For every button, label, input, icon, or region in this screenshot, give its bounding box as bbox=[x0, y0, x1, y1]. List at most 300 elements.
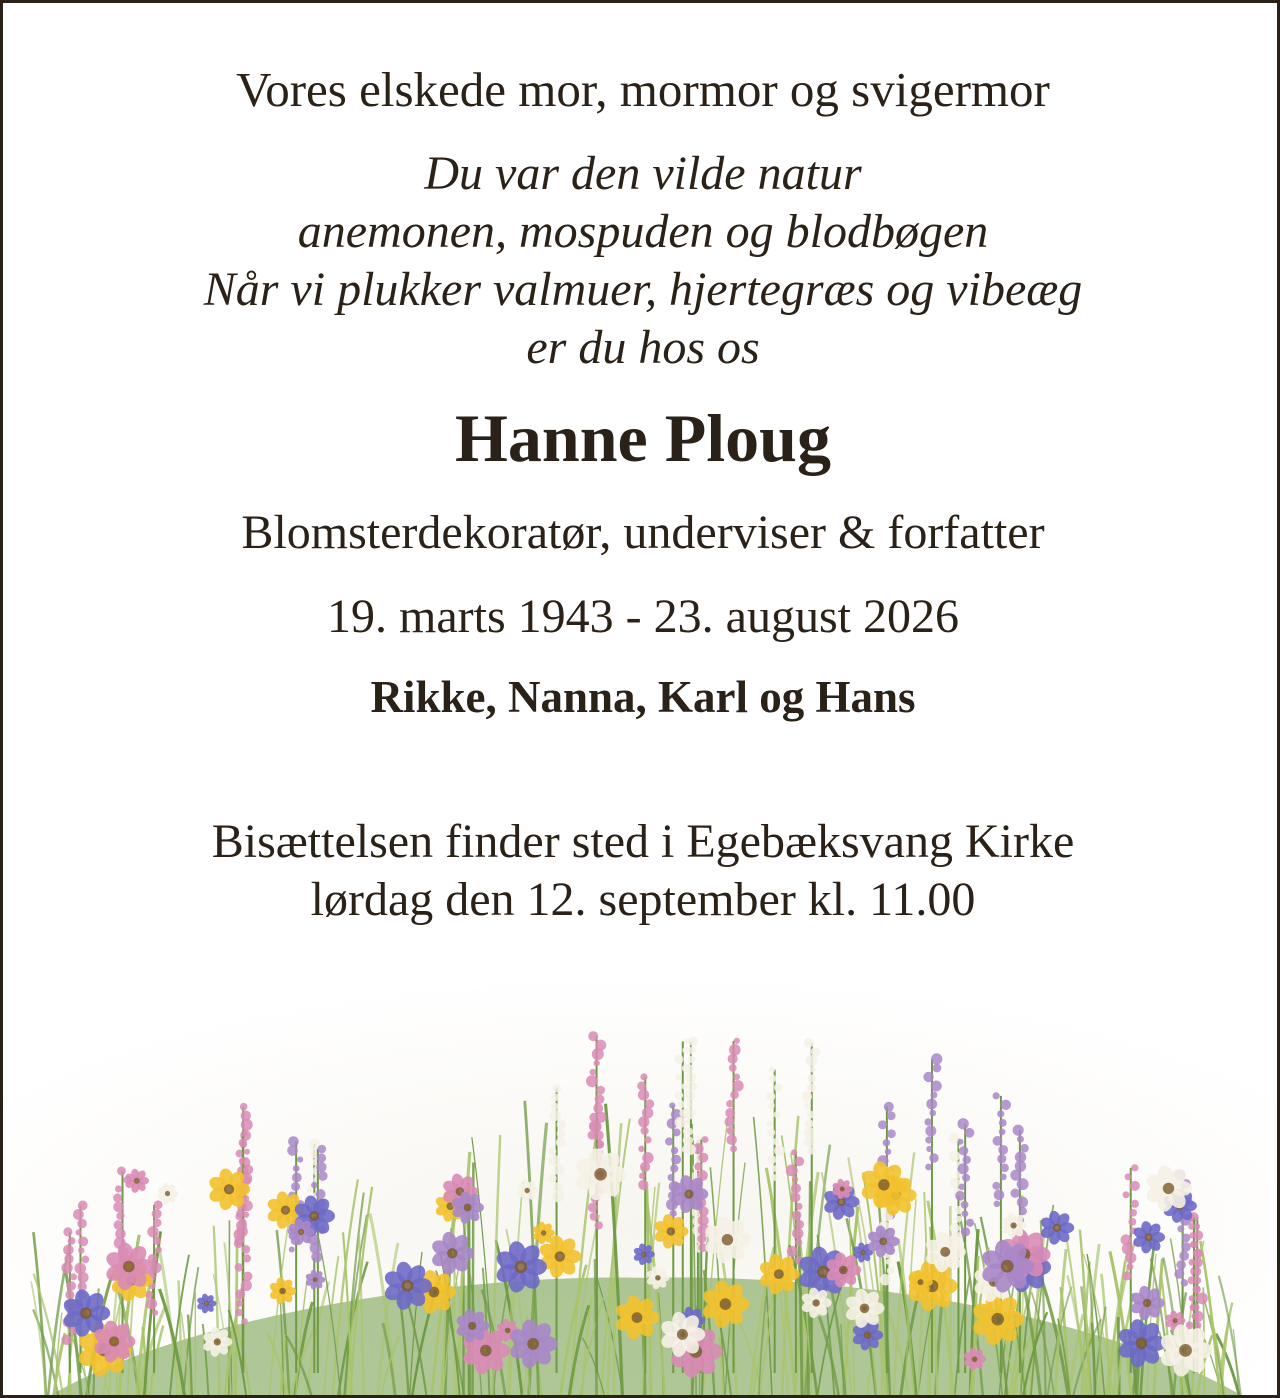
flower-center bbox=[309, 1211, 319, 1221]
flower-center bbox=[555, 1251, 565, 1261]
spike-blossom bbox=[774, 1083, 782, 1091]
spike-blossom bbox=[769, 1066, 775, 1072]
spike-blossom bbox=[795, 1239, 802, 1246]
flower-center bbox=[991, 1313, 1004, 1326]
spike-blossom bbox=[588, 1031, 598, 1041]
flower-center bbox=[940, 1247, 950, 1257]
spike-blossom bbox=[949, 1150, 960, 1161]
spike-blossom bbox=[152, 1310, 158, 1316]
life-dates: 19. marts 1943 - 23. august 2026 bbox=[327, 590, 959, 643]
spike-blossom bbox=[586, 1075, 598, 1087]
spike-blossom bbox=[670, 1164, 678, 1172]
spike-blossom bbox=[117, 1166, 126, 1175]
spike-blossom bbox=[73, 1209, 84, 1220]
spike-blossom bbox=[925, 1136, 932, 1143]
spike-blossom bbox=[241, 1131, 247, 1137]
flower-center bbox=[655, 1275, 661, 1281]
spike-blossom bbox=[645, 1099, 654, 1108]
spike-blossom bbox=[640, 1073, 647, 1080]
spike-blossom bbox=[795, 1220, 804, 1229]
spike-blossom bbox=[688, 1046, 696, 1054]
spike-blossom bbox=[592, 1048, 604, 1060]
spike-blossom bbox=[958, 1163, 969, 1174]
spike-blossom bbox=[1181, 1279, 1188, 1286]
spike-blossom bbox=[962, 1174, 970, 1182]
spike-blossom bbox=[287, 1145, 298, 1156]
flower-center bbox=[1053, 1224, 1061, 1232]
spike-blossom bbox=[924, 1118, 931, 1125]
spike-blossom bbox=[78, 1247, 84, 1253]
spike-blossom bbox=[807, 1083, 816, 1092]
spike-blossom bbox=[553, 1164, 564, 1175]
spike-blossom bbox=[311, 1182, 318, 1189]
spike-blossom bbox=[792, 1228, 803, 1239]
spike-blossom bbox=[887, 1129, 896, 1138]
spike-blossom bbox=[1013, 1125, 1024, 1136]
spike-blossom bbox=[791, 1183, 801, 1193]
spike-blossom bbox=[241, 1245, 250, 1254]
spike-blossom bbox=[678, 1101, 685, 1108]
spike-blossom bbox=[774, 1145, 785, 1156]
spike-blossom bbox=[668, 1174, 675, 1181]
flower-center bbox=[505, 1328, 511, 1334]
spike-blossom bbox=[1190, 1304, 1196, 1310]
spike-blossom bbox=[729, 1044, 741, 1056]
spike-blossom bbox=[787, 1246, 798, 1257]
family-names: Rikke, Nanna, Karl og Hans bbox=[370, 672, 916, 722]
spike-blossom bbox=[883, 1139, 890, 1146]
spike-blossom bbox=[595, 1094, 605, 1104]
flower-center bbox=[840, 1187, 845, 1192]
spike-blossom bbox=[82, 1256, 90, 1264]
spike-blossom bbox=[771, 1174, 778, 1181]
spike-blossom bbox=[993, 1136, 1003, 1146]
spike-blossom bbox=[966, 1219, 974, 1227]
spike-blossom bbox=[1179, 1251, 1189, 1261]
spike-blossom bbox=[596, 1086, 605, 1095]
spike-blossom bbox=[1174, 1269, 1184, 1279]
spike-blossom bbox=[147, 1226, 158, 1237]
spike-blossom bbox=[1130, 1181, 1140, 1191]
spike-blossom bbox=[925, 1125, 936, 1136]
spike-blossom bbox=[1126, 1263, 1133, 1270]
spike-blossom bbox=[933, 1064, 942, 1073]
spike-blossom bbox=[885, 1149, 891, 1155]
spike-blossom bbox=[992, 1182, 1000, 1190]
spike-blossom bbox=[685, 1144, 696, 1155]
spike-blossom bbox=[675, 1091, 683, 1099]
spike-blossom bbox=[772, 1138, 779, 1145]
spike-blossom bbox=[1196, 1292, 1208, 1304]
spike-blossom bbox=[66, 1281, 76, 1291]
spike-blossom bbox=[923, 1072, 933, 1082]
spike-blossom bbox=[727, 1127, 735, 1135]
spike-blossom bbox=[594, 1130, 604, 1140]
spike-blossom bbox=[317, 1145, 326, 1154]
spike-blossom bbox=[671, 1155, 681, 1165]
spike-blossom bbox=[239, 1218, 247, 1226]
spike-blossom bbox=[728, 1054, 738, 1064]
flower-center bbox=[80, 1307, 92, 1319]
spike-blossom bbox=[551, 1103, 559, 1111]
spike-blossom bbox=[63, 1227, 72, 1236]
spike-blossom bbox=[548, 1174, 557, 1183]
spike-blossom bbox=[1131, 1200, 1139, 1208]
spike-blossom bbox=[994, 1190, 1005, 1201]
spike-blossom bbox=[639, 1173, 645, 1179]
service-line: lørdag den 12. september kl. 11.00 bbox=[310, 873, 976, 926]
spike-blossom bbox=[293, 1165, 300, 1172]
spike-blossom bbox=[1017, 1178, 1029, 1190]
spike-blossom bbox=[804, 1102, 811, 1109]
flower-center bbox=[878, 1179, 889, 1190]
spike-blossom bbox=[116, 1212, 124, 1220]
spike-blossom bbox=[1129, 1209, 1137, 1217]
flower-center bbox=[684, 1190, 693, 1199]
spike-blossom bbox=[236, 1300, 243, 1307]
spike-blossom bbox=[113, 1193, 122, 1202]
spike-blossom bbox=[998, 1145, 1008, 1155]
spike-blossom bbox=[1193, 1268, 1199, 1274]
spike-blossom bbox=[732, 1080, 743, 1091]
spike-blossom bbox=[725, 1108, 735, 1118]
spike-blossom bbox=[807, 1111, 815, 1119]
spike-blossom bbox=[786, 1164, 798, 1176]
flower-center bbox=[204, 1301, 209, 1306]
spike-blossom bbox=[994, 1201, 1001, 1208]
memorial-verse bbox=[3, 145, 1280, 377]
spike-blossom bbox=[236, 1226, 248, 1238]
spike-blossom bbox=[689, 1037, 699, 1047]
spike-blossom bbox=[685, 1064, 693, 1072]
wildflower-meadow-illustration bbox=[6, 973, 1280, 1398]
spike-blossom bbox=[767, 1129, 775, 1137]
spike-blossom bbox=[240, 1103, 248, 1111]
spike-blossom bbox=[1010, 1188, 1019, 1197]
spike-blossom bbox=[1125, 1252, 1136, 1263]
service-line: Bisættelsen finder sted i Egebæksvang Kirke bbox=[211, 815, 1075, 868]
spike-blossom bbox=[552, 1190, 564, 1202]
spike-blossom bbox=[926, 1099, 937, 1110]
flower-center bbox=[480, 1345, 492, 1357]
spike-blossom bbox=[1131, 1164, 1138, 1171]
spike-blossom bbox=[556, 1137, 566, 1147]
spike-blossom bbox=[792, 1176, 798, 1182]
spike-blossom bbox=[316, 1189, 326, 1199]
flower-center bbox=[1173, 1318, 1178, 1323]
spike-blossom bbox=[1122, 1271, 1131, 1280]
spike-blossom bbox=[733, 1073, 740, 1080]
spike-blossom bbox=[767, 1155, 776, 1164]
spike-blossom bbox=[638, 1180, 648, 1190]
spike-blossom bbox=[292, 1173, 302, 1183]
spike-blossom bbox=[925, 1164, 932, 1171]
spike-blossom bbox=[959, 1146, 968, 1155]
spike-blossom bbox=[557, 1129, 566, 1138]
spike-blossom bbox=[152, 1209, 162, 1219]
spike-blossom bbox=[963, 1156, 971, 1164]
spike-blossom bbox=[1123, 1191, 1130, 1198]
flower-center bbox=[109, 1336, 119, 1346]
spike-blossom bbox=[153, 1237, 161, 1245]
spike-blossom bbox=[880, 1274, 891, 1285]
spike-blossom bbox=[1191, 1241, 1198, 1248]
spike-blossom bbox=[68, 1237, 76, 1245]
flower-center bbox=[667, 1227, 675, 1235]
spike-blossom bbox=[885, 1259, 891, 1265]
service-info bbox=[3, 813, 1280, 929]
flower-center bbox=[641, 1252, 646, 1257]
spike-blossom bbox=[1000, 1173, 1007, 1180]
spike-blossom bbox=[114, 1220, 124, 1230]
spike-blossom bbox=[669, 1102, 675, 1108]
spike-blossom bbox=[729, 1064, 737, 1072]
spike-blossom bbox=[75, 1229, 81, 1235]
spike-blossom bbox=[239, 1139, 247, 1147]
spike-blossom bbox=[955, 1191, 965, 1201]
flower-center bbox=[722, 1234, 733, 1245]
intro-line: Vores elskede mor, mormor og svigermor bbox=[236, 62, 1050, 117]
spike-blossom bbox=[1019, 1207, 1027, 1215]
spike-blossom bbox=[291, 1182, 300, 1191]
flower-center bbox=[134, 1178, 140, 1184]
spike-blossom bbox=[931, 1053, 942, 1064]
spike-blossom bbox=[665, 1137, 673, 1145]
spike-blossom bbox=[931, 1080, 942, 1091]
spike-blossom bbox=[317, 1153, 326, 1162]
spike-blossom bbox=[236, 1209, 245, 1218]
spike-blossom bbox=[791, 1149, 797, 1155]
flower-center bbox=[774, 1269, 784, 1279]
spike-blossom bbox=[807, 1147, 815, 1155]
spike-blossom bbox=[999, 1119, 1007, 1127]
spike-blossom bbox=[688, 1056, 696, 1064]
spike-blossom bbox=[806, 1055, 818, 1067]
spike-blossom bbox=[675, 1074, 682, 1081]
spike-blossom bbox=[63, 1245, 74, 1256]
spike-blossom bbox=[683, 1108, 695, 1120]
spike-blossom bbox=[929, 1153, 938, 1162]
spike-blossom bbox=[999, 1128, 1006, 1135]
spike-blossom bbox=[235, 1308, 243, 1316]
flower-center bbox=[864, 1331, 872, 1339]
flower-center bbox=[1163, 1183, 1174, 1194]
spike-blossom bbox=[1191, 1313, 1198, 1320]
spike-blossom bbox=[684, 1090, 696, 1102]
spike-blossom bbox=[1017, 1197, 1028, 1208]
profession-line: Blomsterdekoratør, underviser & forfatter bbox=[241, 506, 1045, 559]
spike-blossom bbox=[878, 1120, 887, 1129]
spike-blossom bbox=[792, 1211, 802, 1221]
spike-blossom bbox=[154, 1200, 163, 1209]
spike-blossom bbox=[557, 1120, 566, 1129]
spike-blossom bbox=[674, 1055, 683, 1064]
flower-center bbox=[879, 1238, 887, 1246]
spike-blossom bbox=[957, 1118, 968, 1129]
spike-blossom bbox=[638, 1146, 644, 1152]
spike-blossom bbox=[796, 1203, 803, 1210]
spike-blossom bbox=[640, 1162, 650, 1172]
spike-blossom bbox=[929, 1110, 936, 1117]
flower-center bbox=[677, 1329, 688, 1340]
flower-center bbox=[464, 1204, 472, 1212]
spike-blossom bbox=[685, 1072, 696, 1083]
spike-blossom bbox=[146, 1298, 157, 1309]
flower-center bbox=[1136, 1337, 1148, 1349]
flower-center bbox=[1179, 1344, 1192, 1357]
spike-blossom bbox=[241, 1280, 252, 1291]
spike-blossom bbox=[588, 1203, 598, 1213]
deceased-name: Hanne Ploug bbox=[455, 400, 831, 476]
spike-blossom bbox=[1192, 1285, 1200, 1293]
spike-blossom bbox=[550, 1110, 561, 1121]
spike-blossom bbox=[115, 1185, 122, 1192]
flower-center bbox=[527, 1338, 539, 1350]
flower-center bbox=[1001, 1260, 1014, 1273]
grass-blade bbox=[235, 1239, 237, 1398]
spike-blossom bbox=[61, 1335, 71, 1345]
spike-blossom bbox=[1017, 1136, 1024, 1143]
spike-blossom bbox=[1193, 1230, 1203, 1240]
spike-blossom bbox=[810, 1066, 816, 1072]
spike-blossom bbox=[297, 1156, 303, 1162]
flower-center bbox=[224, 1184, 234, 1194]
spike-blossom bbox=[642, 1152, 653, 1163]
spike-blossom bbox=[687, 1101, 694, 1108]
spike-blossom bbox=[698, 1153, 708, 1163]
spike-blossom bbox=[61, 1262, 72, 1273]
flower-center bbox=[298, 1229, 304, 1235]
flower-center bbox=[1145, 1233, 1153, 1241]
spike-blossom bbox=[1188, 1259, 1195, 1266]
spike-blossom bbox=[734, 1038, 740, 1044]
spike-blossom bbox=[311, 1252, 322, 1263]
spike-blossom bbox=[316, 1162, 326, 1172]
spike-blossom bbox=[887, 1111, 896, 1120]
spike-blossom bbox=[730, 1145, 737, 1152]
spike-blossom bbox=[235, 1263, 244, 1272]
spike-blossom bbox=[1125, 1173, 1132, 1180]
flower-center bbox=[123, 1261, 135, 1273]
flower-center bbox=[313, 1277, 318, 1282]
spike-blossom bbox=[955, 1216, 962, 1223]
spike-blossom bbox=[644, 1136, 651, 1143]
spike-blossom bbox=[962, 1210, 969, 1217]
spike-blossom bbox=[961, 1201, 969, 1209]
spike-blossom bbox=[965, 1128, 975, 1138]
spike-blossom bbox=[1128, 1218, 1136, 1226]
flower-center bbox=[720, 1298, 732, 1310]
verse-line: er du hos os bbox=[526, 321, 760, 374]
spike-blossom bbox=[682, 1047, 689, 1054]
spike-blossom bbox=[244, 1149, 250, 1155]
spike-blossom bbox=[697, 1234, 706, 1243]
spike-blossom bbox=[243, 1272, 253, 1282]
spike-blossom bbox=[1177, 1225, 1184, 1232]
spike-blossom bbox=[887, 1267, 895, 1275]
spike-blossom bbox=[686, 1128, 694, 1136]
spike-blossom bbox=[958, 1139, 964, 1145]
flower-center bbox=[447, 1248, 457, 1258]
spike-blossom bbox=[1188, 1276, 1196, 1284]
verse-line: Du var den vilde natur bbox=[424, 147, 862, 200]
flower-center bbox=[1011, 1222, 1017, 1228]
flower-center bbox=[839, 1266, 848, 1275]
flower-center bbox=[594, 1168, 607, 1181]
spike-blossom bbox=[724, 1117, 734, 1127]
spike-blossom bbox=[241, 1318, 248, 1325]
spike-blossom bbox=[589, 1113, 598, 1122]
spike-blossom bbox=[771, 1165, 777, 1171]
spike-blossom bbox=[638, 1116, 649, 1127]
spike-blossom bbox=[597, 1141, 604, 1148]
spike-blossom bbox=[64, 1254, 73, 1263]
spike-blossom bbox=[594, 1060, 600, 1066]
spike-blossom bbox=[997, 1110, 1004, 1117]
flower-center bbox=[525, 1188, 530, 1193]
spike-blossom bbox=[1000, 1164, 1009, 1173]
spike-blossom bbox=[702, 1136, 709, 1143]
spike-blossom bbox=[766, 1092, 775, 1101]
spike-blossom bbox=[241, 1119, 253, 1131]
spike-blossom bbox=[671, 1147, 678, 1154]
flower-center bbox=[632, 1312, 643, 1323]
flower-center bbox=[812, 1299, 819, 1306]
spike-blossom bbox=[673, 1128, 681, 1136]
flower-center bbox=[860, 1304, 870, 1314]
spike-blossom bbox=[726, 1100, 734, 1108]
spike-blossom bbox=[807, 1074, 815, 1082]
spike-blossom bbox=[993, 1092, 1000, 1099]
spike-blossom bbox=[961, 1227, 970, 1236]
spike-blossom bbox=[243, 1254, 251, 1262]
flower-center bbox=[541, 1230, 546, 1235]
spike-blossom bbox=[78, 1201, 88, 1211]
spike-blossom bbox=[289, 1247, 295, 1253]
spike-blossom bbox=[694, 1162, 702, 1170]
spike-blossom bbox=[804, 1136, 815, 1147]
spike-blossom bbox=[155, 1246, 162, 1253]
spike-blossom bbox=[113, 1202, 124, 1213]
spike-blossom bbox=[1020, 1144, 1029, 1153]
flower-center bbox=[214, 1338, 221, 1345]
spike-blossom bbox=[288, 1136, 299, 1147]
spike-blossom bbox=[959, 1183, 966, 1190]
spike-blossom bbox=[77, 1219, 87, 1229]
flower-center bbox=[165, 1191, 170, 1196]
spike-blossom bbox=[590, 1069, 597, 1076]
spike-blossom bbox=[1182, 1233, 1191, 1242]
verse-line: Når vi plukker valmuer, hjertegræs og vibeæg bbox=[203, 263, 1083, 316]
spike-blossom bbox=[153, 1218, 162, 1227]
spike-blossom bbox=[1189, 1295, 1195, 1301]
spike-blossom bbox=[804, 1038, 814, 1048]
spike-blossom bbox=[681, 1083, 687, 1089]
flower-center bbox=[402, 1280, 414, 1292]
verse-line: anemonen, mospuden og blodbøgen bbox=[297, 205, 989, 258]
spike-blossom bbox=[235, 1289, 245, 1299]
spike-blossom bbox=[950, 1223, 960, 1233]
flower-center bbox=[860, 1250, 865, 1255]
spike-blossom bbox=[791, 1192, 801, 1202]
spike-blossom bbox=[549, 1148, 557, 1156]
spike-blossom bbox=[997, 1154, 1006, 1163]
spike-blossom bbox=[553, 1084, 561, 1092]
spike-blossom bbox=[78, 1272, 89, 1283]
flower-center bbox=[279, 1288, 286, 1295]
spike-blossom bbox=[726, 1135, 736, 1145]
spike-blossom bbox=[802, 1091, 813, 1102]
